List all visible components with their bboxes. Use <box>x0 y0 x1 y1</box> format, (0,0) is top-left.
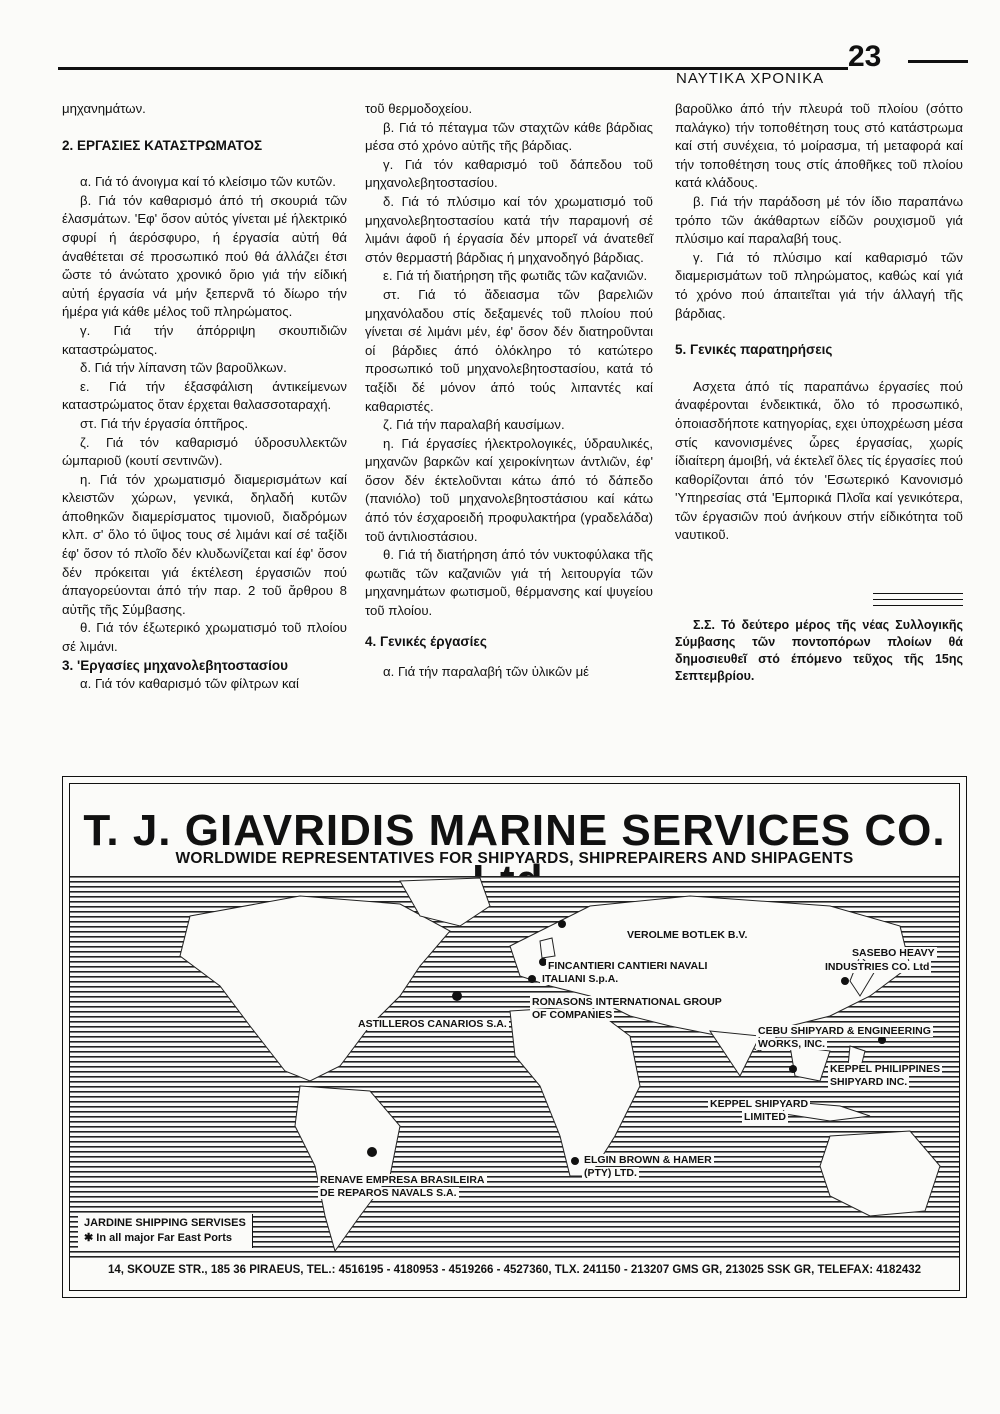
page-number: 23 <box>848 40 882 73</box>
label-sasebo-1: SASEBO HEAVY <box>852 947 935 959</box>
paragraph: Ασχετα άπό τίς παραπάνω έργασίες πού άναφέρονται ένδεικτικά, ὅλο τό προσωπικό, ὁποιασδήποτε κατηγορίας, εχει ὑποχρέωση μέσα στίς κανονισμένες ὧρες έργασίας, χωρίς ίδιαίτερη άμοιβή, νά έκτελεῖ ὅλες τίς έργασίες πού καθορίζονται άπό τόν 'Εσωτερικό Κανονισμό 'Υπηρεσίας στά 'Εμπορικά Πλοῖα καί γενικότερα, τῶν έργασιῶν πού άνήκουν στήν είδικότητα τοῦ ναυτικοῦ. <box>675 378 963 543</box>
paragraph: μηχανημάτων. <box>62 101 146 116</box>
paragraph: ε. Γιά τήν έξασφάλιση άντικείμενων καταστρώματος ὅταν έρχεται θαλασσοταραχή. <box>62 378 347 413</box>
label-verolme: VEROLME BOTLEK B.V. <box>627 929 748 941</box>
header-rule-right <box>908 60 968 63</box>
label-ronasons-1: RONASONS INTERNATIONAL GROUP <box>532 996 722 1008</box>
paragraph: α. Γιά τόν καθαρισμό τῶν φίλτρων καί <box>80 676 299 692</box>
separator-lines <box>873 593 963 606</box>
marker-singapore <box>789 1065 797 1073</box>
label-keppel-2: LIMITED <box>744 1111 786 1123</box>
paragraph: η. Γιά έργασίες ήλεκτρολογικές, ύδραυλικές, μηχανῶν βαρκῶν καί χειροκίνητων άντλιῶν, έφ' ὅσον δέν έκτελοῦνται κάτω άπό τό δάπεδο (πανιόλο) τοῦ μηχανολεβητοστάσιου καί κάτω άπό τόν έσχαροειδή προφυλακτήρα (γραδελάδα) τοῦ άντιλιοστάσιου. <box>365 435 653 544</box>
label-elgin-2: (PTY) LTD. <box>584 1167 637 1179</box>
marker-greece <box>528 975 536 983</box>
label-keppel-philippines-1: KEPPEL PHILIPPINES <box>830 1063 941 1075</box>
jardine-note: ✱ In all major Far East Ports <box>84 1232 232 1244</box>
paragraph: β. Γιά τό πέταγμα τῶν σταχτῶν κάθε βάρδιας μέσα στό χρόνο αὐτῆς τῆς βάρδιας. <box>365 119 653 154</box>
advertisement-frame <box>69 783 960 1291</box>
label-renave-2: DE REPAROS NAVALS S.A. <box>320 1187 457 1199</box>
paragraph: ζ. Γιά τόν καθαρισμό ύδροσυλλεκτῶν ώμπαριοῦ (κουτί σεντινῶν). <box>62 434 347 469</box>
paragraph: βαροῦλκο άπό τήν πλευρά τοῦ πλοίου (σόττο παλάγκο) τήν τοποθέτηση τους στό κατάστρωμα καί στή συνέχεια, τό μοίρασμα, τή μεταφορά καί τήν τοποθέτηση τους στίς άποθῆκες τοῦ πλοίου κατά κλάδους. <box>675 101 963 191</box>
paragraph: α. Γιά τό άνοιγμα καί τό κλείσιμο τῶν κυτῶν. <box>80 174 336 190</box>
section-heading: 4. Γενικές έργασίες <box>365 633 487 649</box>
ad-title: T. J. GIAVRIDIS MARINE SERVICES CO. <box>83 806 946 855</box>
marker-japan <box>841 977 849 985</box>
label-fincantieri-1: FINCANTIERI CANTIERI NAVALI <box>548 960 708 972</box>
paragraph: δ. Γιά τήν λίπανση τῶν βαροῦλκων. <box>80 360 287 376</box>
text-column-3 <box>675 100 963 685</box>
paragraph: ζ. Γιά τήν παραλαβή καυσίμων. <box>383 417 565 433</box>
paragraph: α. Γιά τήν παραλαβή τῶν ὑλικῶν μέ <box>383 664 590 680</box>
paragraph: γ. Γιά τήν άπόρριψη σκουπιδιῶν καταστρώματος. <box>62 322 347 357</box>
marker-canary <box>452 991 462 1001</box>
label-ronasons-2: OF COMPANIES <box>532 1009 613 1021</box>
marker-brazil <box>367 1147 377 1157</box>
label-cebu-2: WORKS, INC. <box>758 1038 826 1050</box>
editor-note: Σ.Σ. Τό δεύτερο μέρος τῆς νέας Συλλογικῆς Σύμβασης τῶν ποντοπόρων πλοίων θά δημοσιευθεῖ στό έπόμενο τεῦχος τῆς 15ης Σεπτεμβρίου. <box>675 618 963 684</box>
paragraph: γ. Γιά τόν καθαρισμό τοῦ δάπεδου τοῦ μηχανολεβητοστασίου. <box>365 156 653 191</box>
paragraph: στ. Γιά τήν έργασία όπτῆρος. <box>80 415 248 431</box>
label-cebu-1: CEBU SHIPYARD & ENGINEERING <box>758 1025 931 1037</box>
ad-contact-footer: 14, SKOUZE STR., 185 36 PIRAEUS, TEL.: 4516195 - 4180953 - 4519266 - 4527360, TLX. 241150 - 213207 GMS GR, 213025 SSK GR, TELEFAX: 4182432 <box>107 1264 922 1276</box>
section-heading: 5. Γενικές παρατηρήσεις <box>675 342 833 358</box>
paragraph: η. Γιά τόν χρωματισμό διαμερισμάτων καί κλειστῶν χώρων, γενικά, δηλαδή κυτῶν άποθηκῶν διαμερίσματος τιμονιοῦ, διαδρόμων κλπ. σ' ὅλο τό ὕψος τους σέ λιμάνι καί σέ ταξίδι έφ' ὅσον τό πλοῖο δέν κλυδωνίζεται καί έφ' ὅσον δέν πρόκειται γιά έκτέλεση έργασιῶν πού άπαγορεύονται άπό τήν παρ. 2 τοῦ ἄρθρου 8 αὐτῆς τῆς Σύμβασης. <box>62 471 347 617</box>
paragraph: γ. Γιά τό πλύσιμο καί καθαρισμό τῶν διαμερισμάτων τοῦ πληρώματος, καθώς καί γιά τό χρόνο πού άπαιτεῖται γιά τήν άλλαγή τῆς βάρδιας. <box>675 249 963 321</box>
label-keppel-philippines-2: SHIPYARD INC. <box>830 1076 908 1088</box>
marker-philippines <box>878 1036 886 1044</box>
label-sasebo-2: INDUSTRIES CO. Ltd <box>825 961 930 973</box>
label-elgin-1: ELGIN BROWN & HAMER <box>584 1154 712 1166</box>
label-renave-1: RENAVE EMPRESA BRASILEIRA <box>320 1174 485 1186</box>
text-column-1 <box>62 100 347 694</box>
section-heading: 2. ΕΡΓΑΣΙΕΣ ΚΑΤΑΣΤΡΩΜΑΤΟΣ <box>62 137 263 153</box>
paragraph: ε. Γιά τή διατήρηση τῆς φωτιᾶς τῶν καζανιῶν. <box>383 268 648 284</box>
marker-rotterdam <box>558 920 566 928</box>
jardine-title: JARDINE SHIPPING SERVISES <box>84 1217 246 1229</box>
paragraph: β. Γιά τήν παράδοση μέ τόν ίδιο παραπάνω τρόπο τῶν άκάθαρτων είδῶν ρουχισμοῦ γιά πλύσιμο καί παραλαβή τους. <box>675 193 963 247</box>
label-keppel-1: KEPPEL SHIPYARD <box>710 1098 809 1110</box>
paragraph: στ. Γιά τό ἄδειασμα τῶν βαρελιῶν μηχανόλαδου στίς δεξαμενές τοῦ πλοίου πού γίνεται σέ λιμάνι μέν, έφ' ὅσον δέν διατηροῦνται οί βάρδιες άπό ὁλόκληρο τό κατώτερο προσωπικό τοῦ μηχανολεβητοστασίου, κατά τό ταξίδι δέ μόνον άπό τούς λιπαντές καί καθαριστές. <box>365 286 653 414</box>
marker-south-africa <box>571 1157 579 1165</box>
paragraph: δ. Γιά τό πλύσιμο καί τόν χρωματισμό τοῦ μηχανολεβητοστασίου κατά τήν παραμονή σέ λιμάνι άφοῦ ή έργασία δέν μπορεῖ νά άνατεθεῖ στόν θερμαστή βάρδιας ή μηχανοδηγό βάρδιας. <box>365 193 653 265</box>
ad-subtitle: WORLDWIDE REPRESENTATIVES FOR SHIPYARDS, SHIPREPAIRERS AND SHIPAGENTS <box>175 850 854 867</box>
paragraph: τοῦ θερμοδοχείου. <box>365 101 473 116</box>
text-column-2 <box>365 100 653 682</box>
jardine-box <box>78 1214 253 1248</box>
section-heading: 3. 'Εργασίες μηχανολεβητοστασίου <box>62 657 288 673</box>
advertisement <box>62 776 967 1298</box>
paragraph: θ. Γιά τή διατήρηση άπό τόν νυκτοφύλακα τῆς φωτιᾶς τῶν καζανιῶν γιά τή λειτουργία τῶν μηχανημάτων φωτισμοῦ, θέρμανσης καί ψυγείου τοῦ πλοίου. <box>365 547 653 619</box>
uk-shape <box>540 938 555 958</box>
magazine-title: ΝΑΥΤΙΚΑ ΧΡΟΝΙΚΑ <box>676 70 825 87</box>
label-astilleros: ASTILLEROS CANARIOS S.A. <box>358 1018 507 1030</box>
label-fincantieri-2: ITALIANI S.p.A. <box>542 973 619 985</box>
paragraph: θ. Γιά τόν έξωτερικό χρωματισμό τοῦ πλοίου σέ λιμάνι. <box>62 620 347 655</box>
world-map <box>70 876 959 1261</box>
paragraph: β. Γιά τόν καθαρισμό άπό τή σκουριά τῶν έλασμάτων. 'Εφ' ὅσον αὐτός γίνεται μέ ήλεκτρικό σφυρί ή άερόσφυρο, ή έργασία αὐτή θά άναθέτεται σέ προσωπικό πού θά άλλάζει έτσι ὥστε τό άνώτατο χρονικό ὅριο γιά τήν είδική αὐτή έργασία νά μήν ξεπερνᾶ τό δίωρο τήν ήμέρα γιά κάθε μέλος τοῦ πληρώματος. <box>62 192 347 320</box>
